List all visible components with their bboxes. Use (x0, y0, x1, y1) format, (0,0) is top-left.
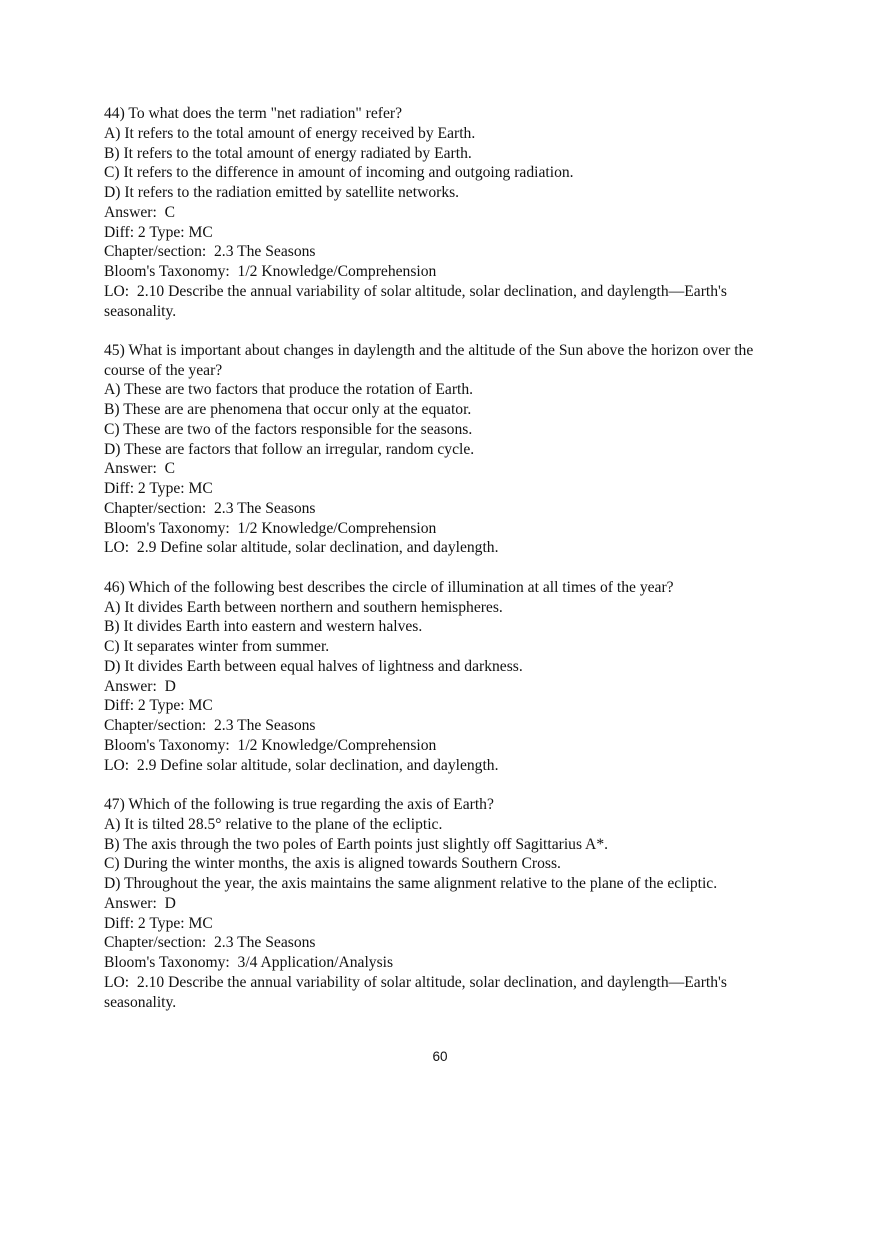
question-stem: 44) To what does the term "net radiation" refer? (104, 105, 402, 122)
option-c: C) These are two of the factors responsible for the seasons. (104, 420, 473, 438)
option-d: D) These are factors that follow an irregular, random cycle. (104, 440, 475, 458)
question-stem: 45) What is important about changes in daylength and the altitude of the Sun above the horizon over the course of the year? (104, 341, 758, 379)
option-c: C) It refers to the difference in amount of incoming and outgoing radiation. (104, 164, 574, 182)
answer: Answer: D (104, 894, 176, 912)
option-a: A) It refers to the total amount of energy received by Earth. (104, 124, 476, 142)
difficulty: Diff: 2 Type: MC (104, 697, 213, 715)
question-47 (104, 795, 784, 1012)
blooms-taxonomy: Bloom's Taxonomy: 1/2 Knowledge/Comprehension (104, 263, 437, 280)
chapter-section: Chapter/section: 2.3 The Seasons (104, 499, 316, 517)
blooms-taxonomy: Bloom's Taxonomy: 3/4 Application/Analysis (104, 954, 394, 972)
option-a: A) These are two factors that produce the rotation of Earth. (104, 381, 474, 399)
option-b: B) It divides Earth into eastern and western halves. (104, 618, 423, 636)
question-46 (104, 578, 784, 776)
option-c: C) It separates winter from summer. (104, 638, 330, 656)
blooms-taxonomy: Bloom's Taxonomy: 1/2 Knowledge/Comprehension (104, 519, 437, 537)
learning-objective: LO: 2.9 Define solar altitude, solar declination, and daylength. (104, 539, 499, 557)
learning-objective: LO: 2.10 Describe the annual variability of solar altitude, solar declination, and daylength—Earth's seasonality. (104, 973, 731, 1011)
question-stem: 47) Which of the following is true regarding the axis of Earth? (104, 796, 494, 814)
difficulty: Diff: 2 Type: MC (104, 914, 213, 932)
question-44 (104, 104, 784, 321)
document-page (104, 104, 784, 1032)
option-c: C) During the winter months, the axis is aligned towards Southern Cross. (104, 855, 561, 873)
answer: Answer: D (104, 677, 176, 695)
chapter-section: Chapter/section: 2.3 The Seasons (104, 717, 316, 735)
difficulty: Diff: 2 Type: MC (104, 480, 213, 498)
page-number: 60 (432, 1049, 448, 1064)
option-b: B) The axis through the two poles of Earth points just slightly off Sagittarius A*. (104, 835, 609, 853)
learning-objective: LO: 2.9 Define solar altitude, solar declination, and daylength. (104, 756, 499, 774)
answer: Answer: C (104, 460, 176, 478)
chapter-section: Chapter/section: 2.3 The Seasons (104, 934, 316, 952)
option-d: D) Throughout the year, the axis maintains the same alignment relative to the plane of the ecliptic. (104, 875, 718, 893)
option-d: D) It divides Earth between equal halves of lightness and darkness. (104, 657, 523, 675)
question-45 (104, 341, 784, 558)
difficulty: Diff: 2 Type: MC (104, 223, 213, 241)
option-b: B) It refers to the total amount of energy radiated by Earth. (104, 144, 472, 162)
learning-objective: LO: 2.10 Describe the annual variability of solar altitude, solar declination, and daylength—Earth's seasonality. (104, 282, 731, 320)
option-a: A) It divides Earth between northern and southern hemispheres. (104, 598, 503, 616)
option-a: A) It is tilted 28.5° relative to the plane of the ecliptic. (104, 815, 443, 833)
question-stem: 46) Which of the following best describes the circle of illumination at all times of the year? (104, 578, 674, 596)
chapter-section: Chapter/section: 2.3 The Seasons (104, 243, 316, 261)
option-d: D) It refers to the radiation emitted by satellite networks. (104, 184, 460, 201)
option-b: B) These are are phenomena that occur only at the equator. (104, 401, 472, 419)
blooms-taxonomy: Bloom's Taxonomy: 1/2 Knowledge/Comprehension (104, 736, 437, 754)
answer: Answer: C (104, 203, 176, 221)
